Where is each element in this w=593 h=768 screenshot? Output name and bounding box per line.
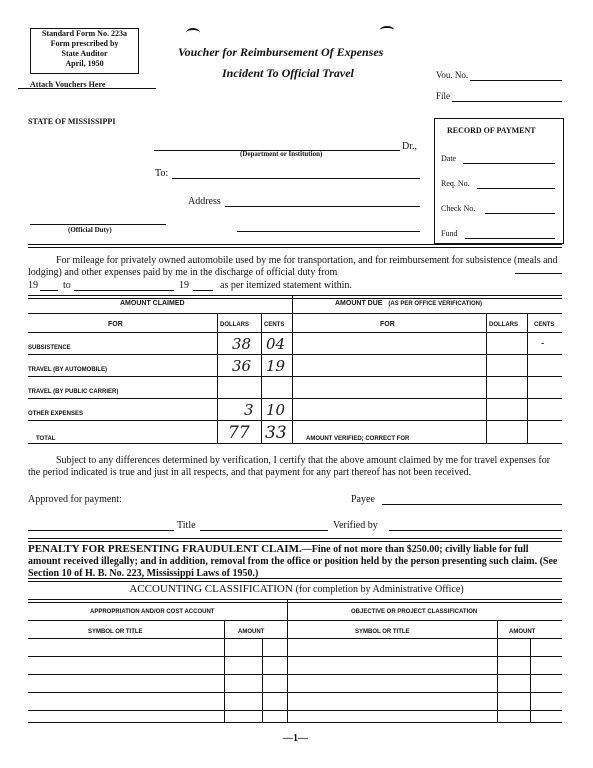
row-label: TOTAL — [36, 436, 56, 442]
official-duty-label: (Official Duty) — [68, 226, 112, 234]
top-mark-right — [380, 26, 394, 34]
amount-due-header — [335, 300, 482, 307]
accounting-subtitle: (for completion by Administrative Office) — [295, 584, 464, 595]
attach-note: Attach Vouchers Here — [30, 80, 106, 89]
payee-label: Payee — [351, 494, 375, 505]
row-dollars: 38 — [232, 335, 252, 353]
form-date: April, 1950 — [65, 59, 104, 68]
row-label: SUBSISTENCE — [28, 345, 71, 351]
right-section-head: OBJECTIVE OR PROJECT CLASSIFICATION — [351, 609, 478, 615]
col-dollars-left: DOLLARS — [220, 322, 249, 328]
state-label: STATE OF MISSISSIPPI — [28, 117, 116, 126]
to-label: To: — [155, 168, 169, 179]
itemized-suffix: as per itemized statement within. — [220, 280, 352, 291]
form-auditor: State Auditor — [61, 49, 108, 58]
approved-label: Approved for payment: — [28, 494, 122, 505]
penalty-text — [28, 543, 562, 580]
to-word: to — [63, 280, 71, 291]
form-title-1: Voucher for Reimbursement Of Expenses — [178, 45, 384, 59]
penalty-head: PENALTY FOR PRESENTING FRAUDULENT CLAIM. — [28, 543, 302, 555]
right-symbol-head: SYMBOL OR TITLE — [355, 629, 410, 635]
row-label: TRAVEL (BY AUTOMOBILE) — [28, 367, 108, 373]
col-cents-right: CENTS — [534, 322, 555, 328]
left-symbol-head: SYMBOL OR TITLE — [88, 629, 143, 635]
form-title-2: Incident To Official Travel — [222, 66, 354, 80]
row-cents: 04 — [266, 335, 286, 353]
col-dollars-right: DOLLARS — [489, 322, 518, 328]
row-dollars: 3 — [244, 401, 254, 419]
amount-claimed-header: AMOUNT CLAIMED — [120, 300, 185, 307]
row-cents: 33 — [265, 423, 287, 443]
address-label: Address — [188, 196, 221, 207]
form-number-box — [30, 28, 139, 74]
verified-by-label: Verified by — [333, 520, 378, 531]
row-cents: 19 — [266, 357, 286, 375]
row-cents: 10 — [266, 401, 286, 419]
dept-label: (Department or Institution) — [240, 150, 323, 158]
accounting-title-main: ACCOUNTING CLASSIFICATION — [129, 583, 293, 595]
amount-verified-label: AMOUNT VERIFIED; CORRECT FOR — [306, 436, 410, 442]
certification-text: Subject to any differences determined by verification, I certify that the above amount claimed by me for travel expenses for the period indicated is true and just in all respects, and that payment for any part thereof has not been received. — [28, 455, 551, 478]
row-label: OTHER EXPENSES — [28, 411, 84, 417]
dr-label: Dr., — [402, 141, 417, 152]
form-number: Standard Form No. 223a — [42, 29, 127, 38]
amount-due-label: AMOUNT DUE — [335, 300, 383, 307]
form-prescribed: Form prescribed by — [50, 39, 119, 48]
record-title: RECORD OF PAYMENT — [447, 126, 536, 135]
record-date-label: Date — [441, 154, 457, 163]
row-label: TRAVEL (BY PUBLIC CARRIER) — [28, 389, 119, 395]
right-amount-head: AMOUNT — [509, 629, 536, 635]
left-section-head: APPROPRIATION AND/OR COST ACCOUNT — [90, 609, 215, 615]
record-fund-label: Fund — [441, 229, 458, 238]
accounting-title — [0, 583, 593, 595]
year-mid: 19 — [179, 280, 189, 291]
page-number: —1— — [283, 733, 308, 744]
record-check-label: Check No. — [441, 204, 476, 213]
row-dollars: 36 — [232, 357, 252, 375]
col-cents-left: CENTS — [264, 322, 285, 328]
vou-no-label: Vou. No. — [436, 70, 469, 80]
top-mark-left — [186, 28, 200, 38]
record-req-label: Req. No. — [441, 179, 470, 188]
amount-due-note: (AS PER OFFICE VERIFICATION) — [388, 301, 482, 307]
year-prefix: 19 — [28, 280, 38, 291]
row-dollars: 77 — [228, 423, 250, 443]
left-amount-head: AMOUNT — [238, 629, 265, 635]
record-of-payment-box — [434, 118, 564, 244]
title-label: Title — [177, 520, 196, 531]
penalty-body: —Fine of not more than $250.00; civilly liable for full amount received illegally; and in addition, removal from the office or position held by the person presenting such claim. (See Section 10 of H. B. No. 223, Mississippi Laws of 1950.) — [28, 544, 558, 579]
col-for-right: FOR — [380, 321, 395, 328]
mileage-text: For mileage for privately owned automobile used by me for transportation, and for reimbursement for subsistence (meals and lodging) and other expenses paid by me in the discharge of official duty from — [28, 255, 558, 278]
col-for-left: FOR — [108, 321, 123, 328]
file-label: File — [436, 91, 451, 101]
due-dash: - — [541, 338, 545, 349]
